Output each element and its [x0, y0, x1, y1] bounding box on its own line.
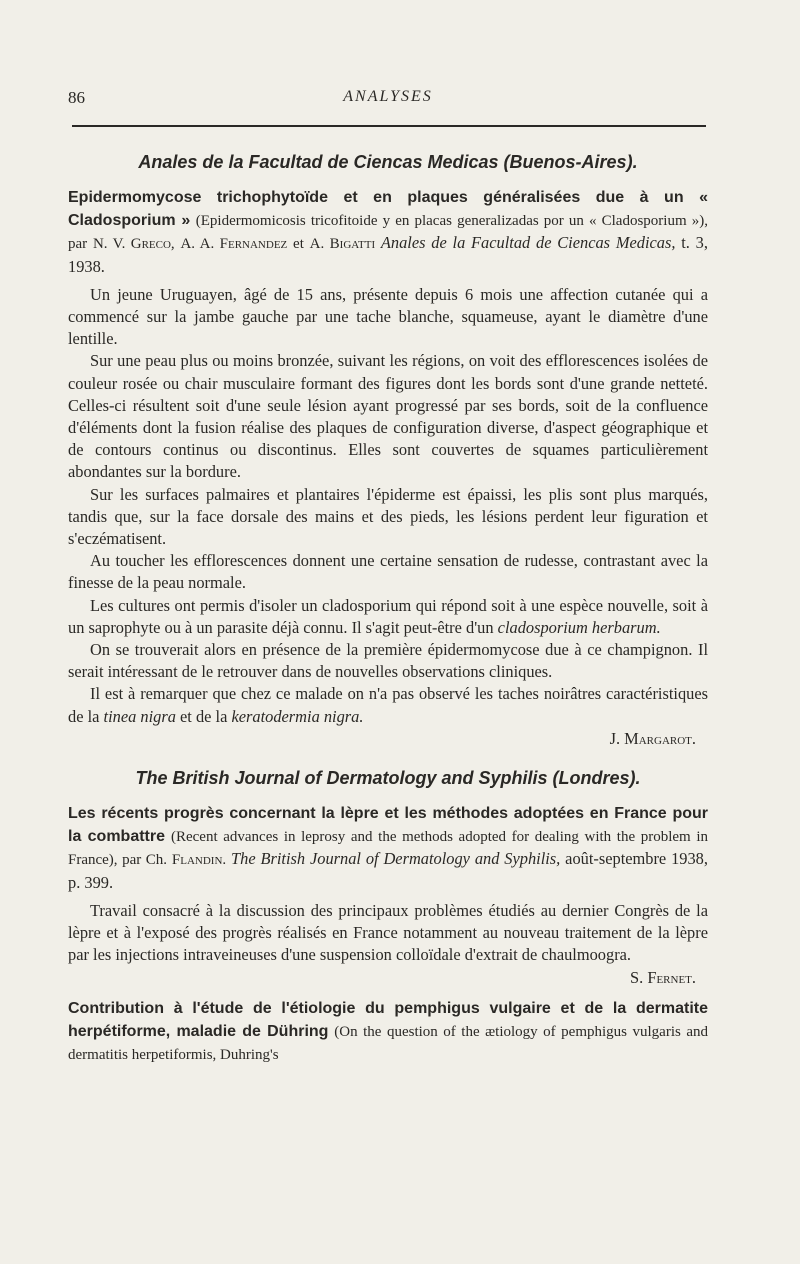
article-heading-1 — [68, 186, 708, 278]
journal-reference-1: Anales de la Facultad de Ciencas Medicas, — [380, 233, 676, 253]
cultures-text: Les cultures ont permis d'isoler un cladosporium qui répond soit à une espèce nouvelle, soit à un saprophyte ou à un parasite déjà connu. Il s'agit peut-être d'un — [68, 595, 708, 637]
article-citation-2: (Recent advances in leprosy and the methods adopted for dealing with the problem in France), par Ch. — [68, 829, 708, 869]
spacer — [68, 989, 708, 997]
article-title-2: Les récents progrès concernant la lèpre et les méthodes adoptées en France pour la combattre — [68, 805, 708, 846]
paragraph-premiere: On se trouverait alors en présence de la première épidermomycose due à ce champignon. Il serait intéressant de le retrouver dans de nouvelles observations cliniques. — [68, 640, 708, 682]
author-conjunction: et — [293, 236, 304, 253]
page-content — [68, 150, 708, 1066]
journal-title-2: The British Journal of Dermatology and Syphilis (Londres). — [135, 768, 641, 789]
paragraph-4: Au toucher les efflorescences donnent une certaine sensation de rudesse, contrastant avec la finesse de la peau normale. — [68, 551, 708, 593]
author-2: A. A. Fernandez — [180, 236, 288, 253]
last-text-2: et de la — [180, 706, 228, 726]
paragraph-3: Sur les surfaces palmaires et plantaires l'épiderme est épaissi, les plis sont plus marqués, tandis que, sur la face dorsale des mains et des pieds, les lésions perdent leur figuration et s'eczématisent. — [68, 484, 708, 549]
author-3: A. Bigatti — [309, 236, 376, 253]
article-title-1: Epidermomycose trichophytoïde et en plaques généralisées due à un « Cladosporium » — [68, 189, 708, 230]
paragraph-1: Un jeune Uruguayen, âgé de 15 ans, présente depuis 6 mois une affection cutanée qui a commencé sur la jambe gauche par une tache blanche, squameuse, ayant le diamètre d'une lentille. — [68, 284, 708, 349]
volume-reference-1: t. 3, 1938. — [68, 233, 708, 276]
header-rule — [72, 125, 706, 127]
author-separator: , — [170, 236, 175, 253]
page-header — [68, 88, 708, 116]
article-citation-1: (Epidermomicosis tricofitoide y en placas generalizadas por un « Cladosporium »), par — [68, 213, 708, 253]
date-reference-2: août-septembre 1938, p. 399. — [68, 849, 708, 892]
paragraph-lepre: Travail consacré à la discussion des principaux problèmes étudiés au dernier Congrès de la lèpre et à l'exposé des progrès réalisés en France notamment au nouveau traitement de la lèpre par les injections intraveineuses d'une suspension colloïdale d'extrait de chaulmoogra. — [68, 900, 708, 965]
paragraph-cultures — [68, 595, 708, 639]
term-tinea-nigra: tinea nigra — [103, 706, 176, 726]
species-name: cladosporium herbarum. — [497, 617, 661, 637]
page-number: 86 — [68, 88, 85, 107]
article-citation-3: (On the question of the ætiology of pemphigus vulgaris and dermatitis herpetiformis, Duhring's — [68, 1023, 708, 1064]
term-keratodermia-nigra: keratodermia nigra. — [231, 706, 364, 726]
article-heading-2 — [68, 802, 708, 894]
article-title-3: Contribution à l'étude de l'étiologie du pemphigus vulgaire et de la dermatite herpétiforme, maladie de Dühring — [68, 999, 708, 1040]
article-heading-3 — [68, 997, 708, 1067]
signature-margarot: J. Margarot. — [609, 728, 696, 748]
journal-reference-2: The British Journal of Dermatology and Syphilis, — [231, 849, 561, 869]
author-1: N. V. Greco — [92, 236, 171, 253]
last-text-1: Il est à remarquer que chez ce malade on n'a pas observé les taches noirâtres caractéristiques de la — [68, 684, 708, 726]
signature-fernet: S. Fernet. — [630, 967, 696, 987]
paragraph-2: Sur une peau plus ou moins bronzée, suivant les régions, on voit des efflorescences isolées de couleur rosée ou chair musculaire formant des figures dont les bords sont d'une grande netteté. Celles-ci résultent soit d'une seule lésion ayant progressé par ses bords, soit de la confluence d'éléments dont la fusion réalise des plaques de configuration diverse, d'aspect géographique et de contours continus ou discontinus. Elles sont couvertes de squames particulièrement abondantes sur la bordure. — [68, 351, 708, 482]
paragraph-last — [68, 683, 708, 727]
running-head: ANALYSES — [343, 88, 433, 105]
journal-title-1: Anales de la Facultad de Ciencas Medicas (Buenos-Aires). — [138, 152, 638, 172]
author-flandin: Flandin. — [171, 852, 227, 869]
